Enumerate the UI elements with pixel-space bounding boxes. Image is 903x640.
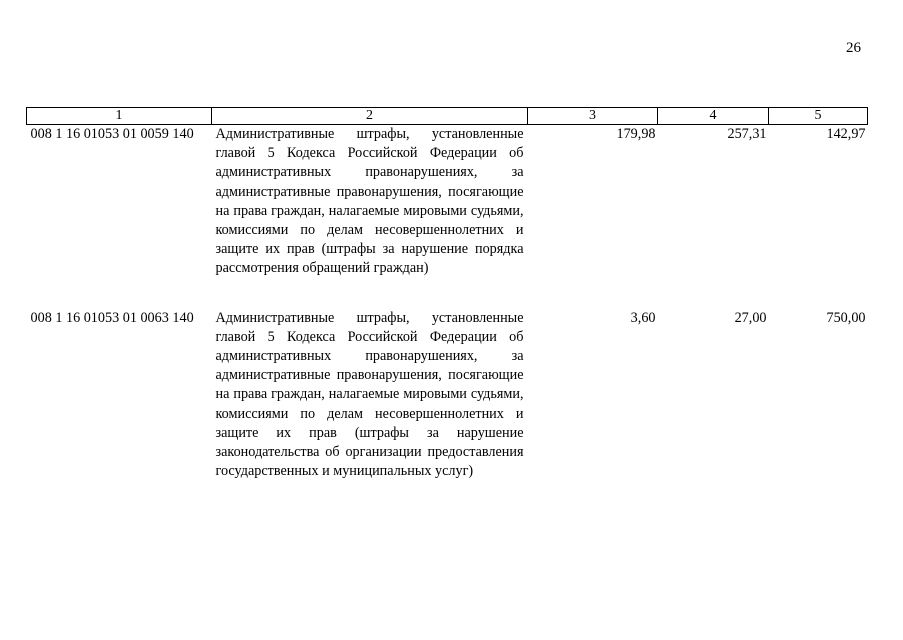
row-value-col3: 3,60 xyxy=(630,309,656,326)
header-col-1: 1 xyxy=(27,108,212,125)
row-description: Административные штрафы, установленные главой 5 Кодекса Российской Федерации об административных правонарушениях, за административные правонарушения, посягающие на права граждан, налагаемые мировыми судьями, комиссиями по делам несовершеннолетних и защите их прав (штрафы за нарушение законодательства об организации предоставления государственных и муниципальных услуг) xyxy=(215,309,524,480)
row-value-col5: 750,00 xyxy=(826,309,866,326)
table-row xyxy=(27,309,868,482)
row-value-col4: 27,00 xyxy=(734,309,767,326)
row-value-col3: 179,98 xyxy=(616,126,656,142)
row-code: 008 1 16 01053 01 0059 140 xyxy=(30,126,194,142)
row-description: Административные штрафы, установленные главой 5 Кодекса Российской Федерации об административных правонарушениях, за административные правонарушения, посягающие на права граждан, налагаемые мировыми судьями, комиссиями по делам несовершеннолетних и защите их прав (штрафы за нарушение порядка рассмотрения обращений граждан) xyxy=(215,126,524,277)
row-code: 008 1 16 01053 01 0063 140 xyxy=(30,309,194,326)
header-col-2: 2 xyxy=(212,108,528,125)
budget-table xyxy=(26,107,868,481)
header-col-5: 5 xyxy=(769,108,868,125)
row-value-col4: 257,31 xyxy=(727,126,767,142)
header-col-3: 3 xyxy=(528,108,658,125)
table-row xyxy=(27,125,868,279)
header-col-4: 4 xyxy=(658,108,769,125)
row-value-col5: 142,97 xyxy=(826,126,866,142)
header-row xyxy=(27,108,868,125)
page-number: 26 xyxy=(846,40,861,56)
row-spacer xyxy=(27,279,868,309)
